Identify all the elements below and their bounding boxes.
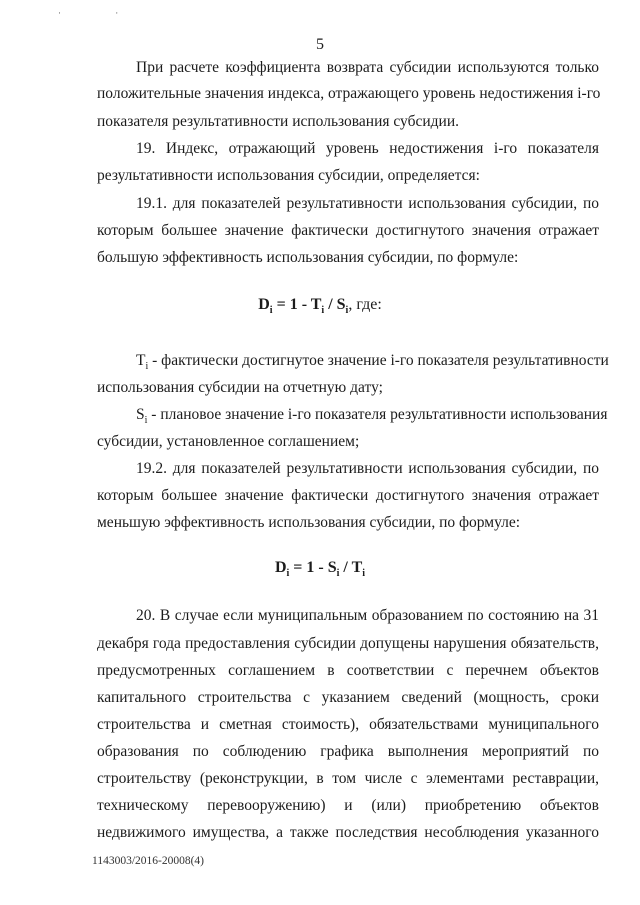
page-number: 5 xyxy=(316,36,324,53)
paragraph-line: При расчете коэффициента возврата субсидии используются только xyxy=(136,59,599,76)
definition-ti-line: использования субсидии на отчетную дату; xyxy=(97,379,383,396)
paragraph-line: строительству (реконструкции, в том числе с элементами реставрации, xyxy=(97,770,599,787)
paragraph-line: строительства и сметная стоимость), обязательствами муниципального xyxy=(97,716,599,733)
definition-si-line: субсидии, установленное соглашением; xyxy=(97,433,360,450)
paragraph-line: меньшую эффективность использования субсидии, по формуле: xyxy=(97,514,521,531)
formula-2: $D_i = 1 - S_i / T_i$ xyxy=(274,559,366,580)
definition-si-line: $S_i$ - плановое значение i-го показателя результативности использования xyxy=(136,406,608,427)
paragraph-line: 19.1. для показателей результативности использования субсидии, по xyxy=(136,195,599,212)
paragraph-line: декабря года предоставления субсидии допущены нарушения обязательств, xyxy=(97,635,599,652)
paragraph-line: предусмотренных соглашением в соответствии с перечнем объектов xyxy=(97,662,599,679)
paragraph-line: 19. Индекс, отражающий уровень недостижения i-го показателя xyxy=(136,140,599,157)
paragraph-line: 20. В случае если муниципальным образованием по состоянию на 31 xyxy=(136,607,599,624)
paragraph-line: 19.2. для показателей результативности использования субсидии, по xyxy=(136,460,599,477)
scan-specks: · · xyxy=(58,8,145,18)
paragraph-line: недвижимого имущества, а также последствия несоблюдения указанного xyxy=(97,824,599,841)
document-code: 1143003/2016-20008(4) xyxy=(92,855,205,867)
paragraph-line: положительные значения индекса, отражающего уровень недостижения i-го xyxy=(97,85,601,102)
paragraph-line: которым большее значение фактически достигнутого значения отражает xyxy=(97,487,599,504)
paragraph-line: образования по соблюдению графика выполнения мероприятий по xyxy=(97,743,599,760)
paragraph-line: капитального строительства с указанием сведений (мощность, сроки xyxy=(97,689,599,706)
paragraph-line: техническому перевооружению) и (или) приобретению объектов xyxy=(97,797,599,814)
paragraph-line: результативности использования субсидии, определяется: xyxy=(97,167,480,184)
paragraph-line: которым большее значение фактически достигнутого значения отражает xyxy=(97,222,599,239)
paragraph-line: показателя результативности использования субсидии. xyxy=(97,113,460,130)
definition-ti-line: $T_i$ - фактически достигнутое значение i-го показателя результативности xyxy=(136,352,609,373)
formula-1: $D_i = 1 - T_i / S_i$, где: xyxy=(258,296,382,317)
paragraph-line: большую эффективность использования субсидии, по формуле: xyxy=(97,249,519,266)
